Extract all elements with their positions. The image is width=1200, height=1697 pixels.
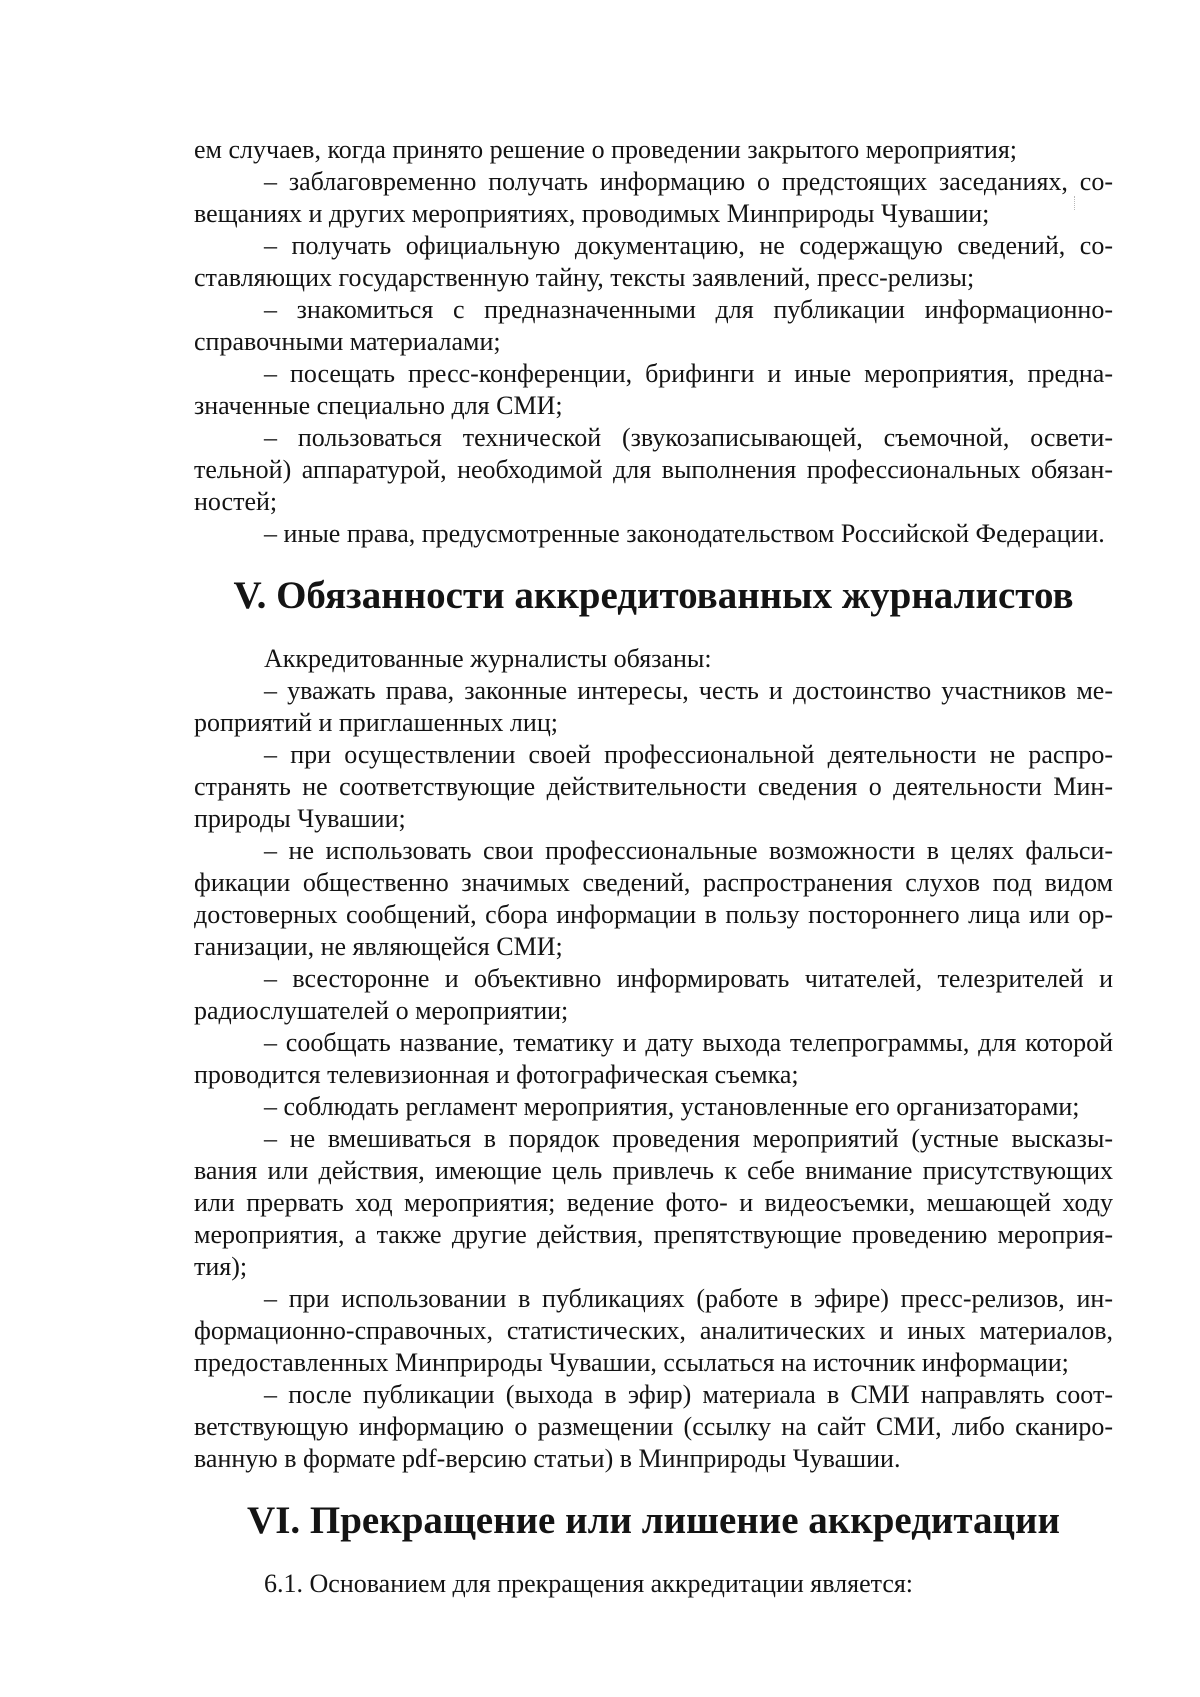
list-item-duty: – не использовать свои профессиональные возможности в целях фальсификации общественно значимых сведений, распространения слухов под видом достоверных сообщений, сбора информации в пользу постороннего лица или организации, не являющейся СМИ; <box>194 836 1113 961</box>
paragraph: Аккредитованные журналисты обязаны: <box>264 644 712 673</box>
paragraph-continuation: ем случаев, когда принято решение о проведении закрытого мероприятия; <box>194 135 1018 164</box>
list-item-right: – заблаговременно получать информацию о предстоящих заседаниях, совещаниях и других мероприятиях, проводимых Минприроды Чувашии; <box>194 167 1113 228</box>
list-item-duty: – всесторонне и объективно информировать читателей, телезрителей и радиослушателей о мероприятии; <box>194 964 1113 1025</box>
list-item-duty: – сообщать название, тематику и дату выхода телепрограммы, для которой проводится телевизионная и фотографическая съемка; <box>194 1028 1113 1089</box>
list-item-right: – иные права, предусмотренные законодательством Российской Федерации. <box>264 519 1105 548</box>
list-item-duty: – соблюдать регламент мероприятия, установленные его организаторами; <box>264 1092 1080 1121</box>
list-item-right: – пользоваться технической (звукозаписывающей, съемочной, осветительной) аппаратурой, необходимой для выполнения профессиональных обязанностей; <box>194 423 1113 516</box>
list-item-right: – посещать пресс-конференции, брифинги и иные мероприятия, предназначенные специально для СМИ; <box>194 359 1113 420</box>
list-item-right: – получать официальную документацию, не содержащую сведений, составляющих государственную тайну, тексты заявлений, пресс-релизы; <box>194 231 1113 292</box>
list-item-duty: – при использовании в публикациях (работе в эфире) пресс-релизов, информационно-справочных, статистических, аналитических и иных материалов, предоставленных Минприроды Чувашии, ссылаться на источник информации; <box>194 1284 1113 1377</box>
list-item-duty: – при осуществлении своей профессиональной деятельности не распространять не соответствующие действительности сведения о деятельности Минприроды Чувашии; <box>194 740 1113 833</box>
list-item-right: – знакомиться с предназначенными для публикации информационно-справочными материалами; <box>194 295 1113 356</box>
list-item-duty: – после публикации (выхода в эфир) материала в СМИ направлять соответствующую информацию о размещении (ссылку на сайт СМИ, либо сканированную в формате pdf-версию статьи) в Минприроды Чувашии. <box>194 1380 1113 1473</box>
list-item-duty: – не вмешиваться в порядок проведения мероприятий (устные высказывания или действия, имеющие цель привлечь к себе внимание присутствующих или прервать ход мероприятия; ведение фото- и видеосъемки, мешающей ходу мероприятия, а также другие действия, препятствующие проведению мероприятия); <box>194 1124 1113 1281</box>
section-heading-6: VI. Прекращение или лишение аккредитации <box>247 1499 1060 1542</box>
paragraph: 6.1. Основанием для прекращения аккредитации является: <box>264 1569 914 1598</box>
section-heading-5: V. Обязанности аккредитованных журналистов <box>233 574 1074 617</box>
list-item-duty: – уважать права, законные интересы, честь и достоинство участников мероприятий и приглашенных лиц; <box>194 676 1113 737</box>
document-body <box>194 134 1113 1600</box>
